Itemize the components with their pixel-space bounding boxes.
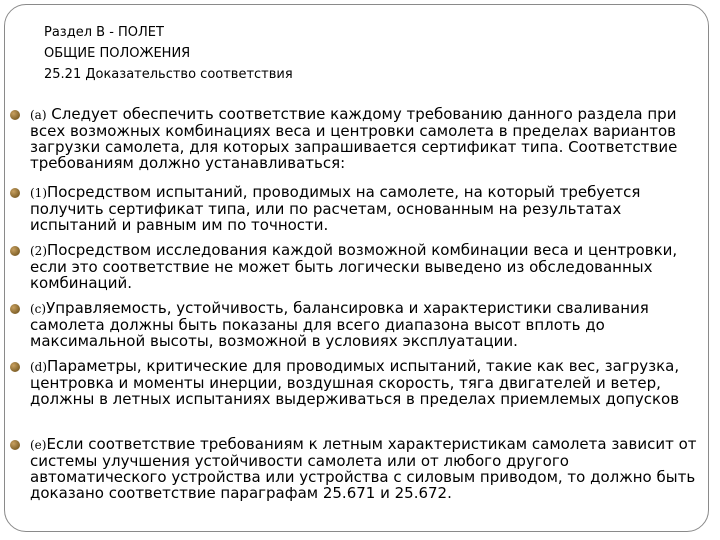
item-text: Если соответствие требованиям к летным характеристикам самолета зависит от системы улучшения устойчивости самолета или от любого другого автоматического устройства или устройства с силовым приводом, то должно быть доказано соответствие параграфам 25.671 и 25.672.	[30, 435, 697, 502]
bullet-icon	[10, 362, 20, 372]
item-text: Следует обеспечить соответствие каждому требованию данного раздела при всех возможных комбинациях веса и центровки самолета в пределах вариантов загрузки самолета, для которых запрашивается сертификат типа. Соответствие требованиям должно устанавливаться:	[30, 105, 678, 172]
item-marker: (d)	[30, 360, 48, 374]
item-text: Посредством испытаний, проводимых на самолете, на который требуется получить сертификат типа, или по расчетам, основанным на результатах испытаний и равным им по точности.	[30, 183, 641, 234]
bullet-icon	[10, 110, 20, 120]
item-text: Управляемость, устойчивость, балансировка и характеристики сваливания самолета должны быть показаны для всего диапазона высот вплоть до максимальной высоты, возможной в условиях эксплуатации.	[30, 299, 649, 350]
section-subtitle: ОБЩИЕ ПОЛОЖЕНИЯ	[44, 46, 191, 61]
list-item	[8, 106, 702, 184]
item-marker: (c)	[30, 302, 47, 316]
list-item	[8, 358, 702, 436]
bullet-icon	[10, 304, 20, 314]
article-title: 25.21 Доказательство соответствия	[44, 67, 293, 82]
section-title: Раздел В - ПОЛЕТ	[44, 25, 164, 40]
list-item	[8, 300, 702, 358]
bullet-icon	[10, 440, 20, 450]
bullet-icon	[10, 188, 20, 198]
item-marker: (2)	[30, 244, 47, 258]
item-marker: (e)	[30, 438, 47, 452]
list-item	[8, 184, 702, 242]
list-item	[8, 436, 702, 514]
item-marker: (a)	[30, 108, 47, 122]
slide-header	[44, 22, 293, 85]
item-text: Параметры, критические для проводимых испытаний, такие как вес, загрузка, центровка и моменты инерции, воздушная скорость, тяга двигателей и ветер, должны в летных испытаниях выдерживаться в пределах приемлемых допусков	[30, 357, 680, 408]
list-item	[8, 242, 702, 300]
item-marker: (1)	[30, 186, 47, 200]
bullet-list	[8, 106, 702, 514]
bullet-icon	[10, 246, 20, 256]
item-text: Посредством исследования каждой возможной комбинации веса и центровки, если это соответствие не может быть логически выведено из обследованных комбинаций.	[30, 241, 678, 292]
